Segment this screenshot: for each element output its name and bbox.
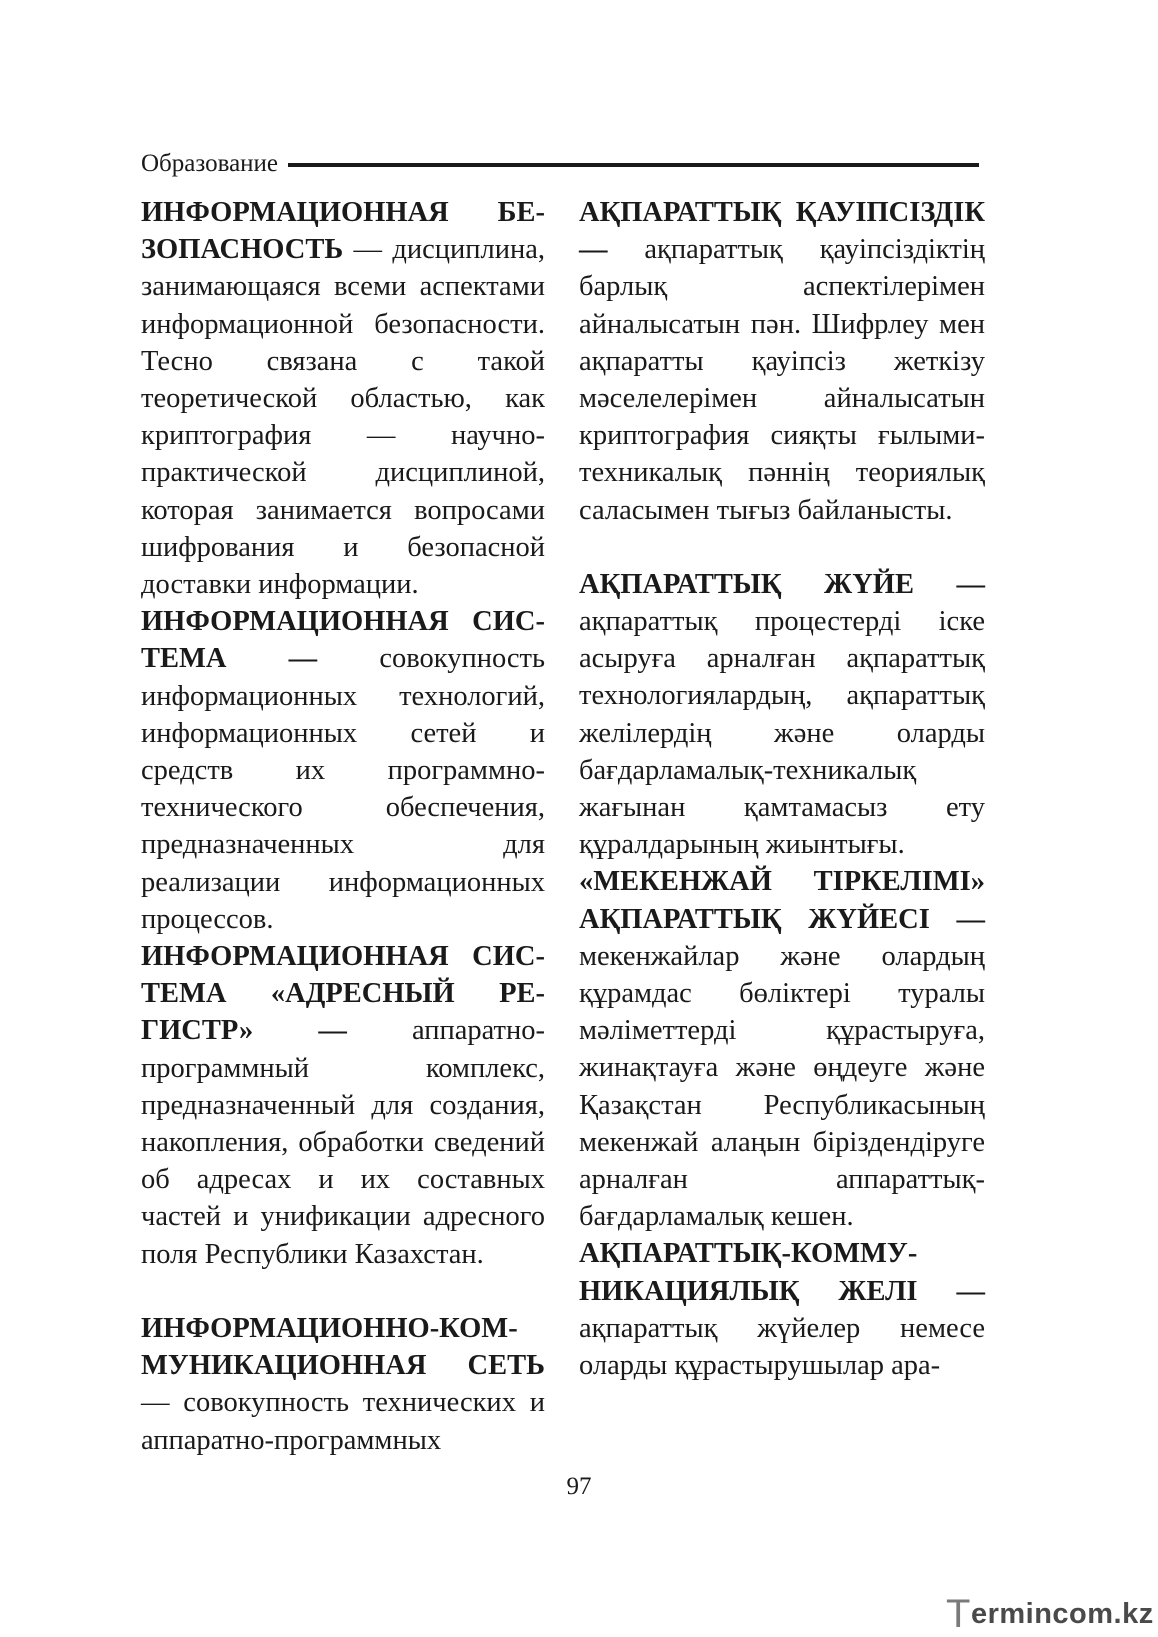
entry-term: «МЕКЕНЖАЙ ТІРКЕЛІМІ» АҚПАРАТТЫҚ ЖҮЙЕСІ — (579, 866, 985, 935)
entry-definition: ақпараттық жүйелер немесе оларды құрастырушылар ара- (579, 1312, 985, 1382)
header-rule (288, 163, 979, 167)
right-column (579, 194, 985, 1384)
entry-definition: — совокупность технических и аппаратно-программных (141, 1387, 545, 1456)
entry-term: АҚПАРАТТЫҚ-КОММУНИКАЦИЯЛЫҚ ЖЕЛІ — (579, 1238, 985, 1307)
entry-address-register-ru (141, 938, 545, 1273)
entry-term: ИНФОРМАЦИОННАЯ СИСТЕМА «АДРЕСНЫЙ РЕГИСТР» — (141, 941, 545, 1047)
entry-information-system-ru (141, 603, 545, 938)
section-label: Образование (141, 150, 279, 177)
entry-definition: ақпараттық қауіпсіздіктің барлық аспектілерімен айналысатын пән. Шифрлеу мен ақпаратты қауіпсіз жеткізу мәселелерімен айналысатын криптография сияқты ғылыми-техникалық пәннің теориялық саласымен тығыз байланысты. (579, 234, 985, 526)
entry-ict-network-kz (579, 1235, 985, 1384)
site-watermark (946, 1592, 1154, 1637)
entry-definition: мекенжайлар және олардың құрамдас бөліктері туралы мәліметтерді құрастыруға, жинақтауға және өңдеуге және Қазақстан Республикасының мекенжай алаңын біріздендіруге арналған аппараттық-бағдарламалық кешен. (579, 940, 985, 1233)
entry-ict-network-ru (141, 1310, 545, 1459)
entry-term: ИНФОРМАЦИОННАЯ СИСТЕМА — (141, 606, 545, 675)
entry-definition: аппаратно-программный комплекс, предназначенный для создания, накопления, обработки сведений об адресах и их составных частей и унификации адресного поля Республики Казахстан. (141, 1015, 545, 1270)
watermark-text: ermincom.kz (970, 1598, 1154, 1630)
entry-definition: совокупность информационных технологий, информационных сетей и средств их программно-технического обеспечения, предназначенных для реализации информационных процессов. (141, 643, 546, 935)
watermark-initial: T (946, 1592, 971, 1636)
entry-term: АҚПАРАТТЫҚ ЖҮЙЕ — (579, 568, 985, 600)
entry-term: ИНФОРМАЦИОННО-КОММУНИКАЦИОННАЯ СЕТЬ (141, 1312, 545, 1382)
entry-definition: — дисциплина, занимающаяся всеми аспектами информационной безопасности. Тесно связана с такой теоретической областью, как криптография — научно-практической дисциплиной, которая занимается вопросами шифрования и безопасной доставки информации. (141, 234, 545, 601)
left-column (141, 194, 545, 1459)
entry-definition: ақпараттық процестерді іске асыруға арналған ақпараттық технологиялардың, ақпараттық желілердің және оларды бағдарламалық-техникалық жағынан қамтамасыз ету құралдарының жиынтығы. (579, 606, 985, 861)
running-header (141, 146, 979, 182)
page-number: 97 (566, 1473, 592, 1500)
entry-information-security-ru (141, 194, 545, 603)
entry-term: АҚПАРАТТЫҚ ҚАУІПСІЗДІК — (579, 197, 985, 266)
entry-term: ИНФОРМАЦИОННАЯ БЕЗОПАСНОСТЬ (141, 197, 545, 266)
entry-address-register-kz (579, 863, 985, 1235)
entry-information-system-kz (579, 566, 985, 864)
entry-information-security-kz (579, 194, 985, 529)
